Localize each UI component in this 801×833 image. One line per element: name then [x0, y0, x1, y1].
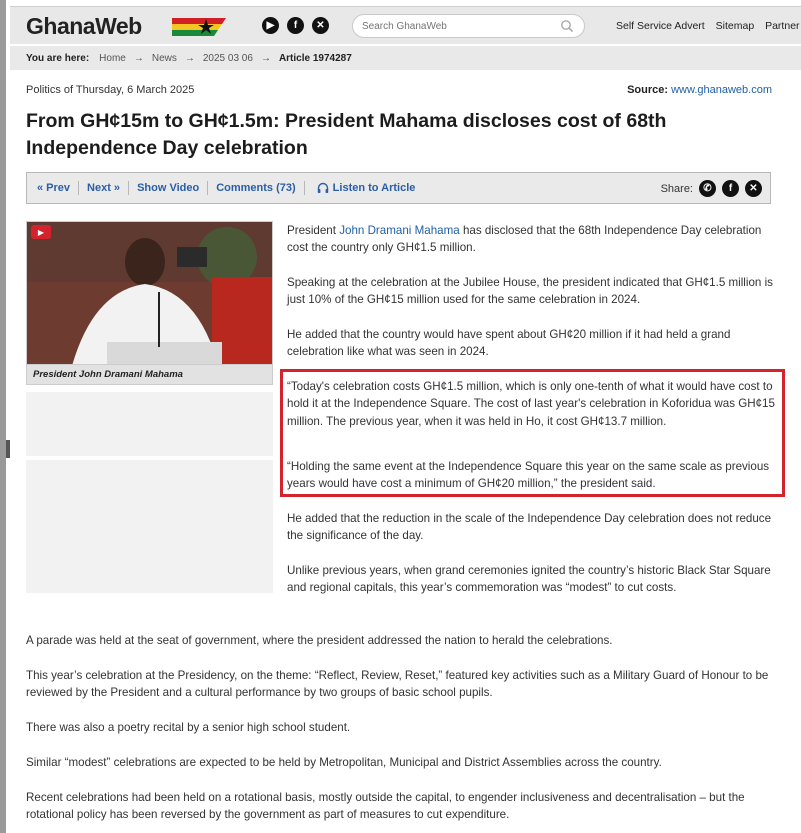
listen-label: Listen to Article: [332, 182, 416, 194]
paragraph: Recent celebrations had been held on a rotational basis, mostly outside the capital, to engender inclusiveness and decentralisation – but the rotational policy has been reversed by the government as part of measures to cut expenditure.: [26, 791, 745, 822]
paragraph: He added that the country would have spent about GH¢20 million if it had held a grand celebration like what was seen in 2024.: [287, 328, 731, 359]
breadcrumb: [10, 46, 801, 70]
paragraph: Speaking at the celebration at the Jubilee House, the president indicated that GH¢1.5 million is just 10% of the GH¢15 million used for the same celebration in 2024.: [287, 276, 773, 307]
ad-slot[interactable]: [26, 460, 273, 593]
paragraph: [287, 222, 777, 257]
search-icon[interactable]: [560, 19, 574, 33]
quote-paragraph: “Today's celebration costs GH¢1.5 million, which is only one-tenth of what it would have cost to hold it at the Independence Square. The cost of last year's celebration in Koforidua was GH¢15 million. The previous year, when it was held in Ho, it cost GH¢13.7 million.: [287, 380, 775, 428]
quote-paragraph: “Holding the same event at the Independence Square this year on the same scale as previous years would have cost a minimum of GH¢20 million,” the president said.: [287, 460, 770, 491]
ad-slot[interactable]: [26, 392, 273, 456]
site-header: [10, 6, 801, 44]
paragraph-text: President: [287, 224, 340, 237]
article-meta: [26, 84, 772, 96]
top-links: [616, 20, 801, 32]
paragraph: Similar “modest” celebrations are expected to be held by Metropolitan, Municipal and District Assemblies across the country.: [26, 756, 662, 769]
listen-to-article-button[interactable]: [305, 182, 416, 194]
page: [10, 0, 801, 833]
x-icon[interactable]: ✕: [312, 17, 329, 34]
photo-caption: President John Dramani Mahama: [26, 364, 273, 385]
breadcrumb-label: You are here:: [26, 52, 90, 64]
ghana-flag-logo-icon: [172, 16, 226, 36]
article-photo[interactable]: [26, 221, 273, 385]
source: [627, 84, 772, 96]
whatsapp-icon[interactable]: ✆: [699, 180, 716, 197]
paragraph: He added that the reduction in the scale of the Independence Day celebration does not reduce the significance of the day.: [287, 512, 772, 543]
arrow-icon: →: [260, 52, 271, 64]
arrow-icon: →: [133, 52, 144, 64]
x-icon[interactable]: ✕: [745, 180, 762, 197]
breadcrumb-current: Article 1974287: [278, 52, 352, 64]
search-input[interactable]: [362, 15, 552, 37]
search-box[interactable]: [352, 14, 585, 38]
paragraph: Unlike previous years, when grand ceremonies ignited the country’s historic Black Star Square and regional capitals, this year’s commemoration was “modest” to cut costs.: [287, 564, 771, 595]
share-area: [661, 180, 762, 197]
breadcrumb-date[interactable]: 2025 03 06: [202, 52, 253, 64]
share-label: Share:: [660, 182, 693, 195]
paragraph: There was also a poetry recital by a senior high school student.: [26, 721, 351, 734]
youtube-icon[interactable]: ▶: [262, 17, 279, 34]
arrow-icon: →: [184, 52, 195, 64]
paragraph-text: has disclosed that the 68th Independence Day celebration cost the country only GH¢1.5 million.: [287, 224, 762, 255]
left-scroll-rail: [0, 0, 6, 833]
sitemap-link[interactable]: Sitemap: [715, 20, 755, 32]
article-toolbar: [26, 172, 771, 204]
show-video-link[interactable]: Show Video: [129, 181, 208, 195]
prev-link[interactable]: « Prev: [27, 181, 79, 195]
president-photo-illustration: [27, 222, 273, 385]
headphone-icon: [317, 182, 329, 194]
source-link[interactable]: www.ghanaweb.com: [671, 84, 772, 96]
breadcrumb-home[interactable]: Home: [99, 52, 126, 64]
partner-link[interactable]: Partner: [765, 20, 800, 32]
paragraph: A parade was held at the seat of government, where the president addressed the nation to herald the celebrations.: [26, 634, 613, 647]
paragraph: This year’s celebration at the Presidency, on the theme: “Reflect, Review, Reset,” featured key activities such as a Military Guard of Honour to be reviewed by the President and a cultural performance by two groups of basic school pupils.: [26, 669, 769, 700]
self-service-advert-link[interactable]: Self Service Advert: [616, 20, 705, 32]
person-link[interactable]: John Dramani Mahama: [339, 224, 460, 237]
video-play-icon[interactable]: ▶: [31, 225, 51, 239]
facebook-icon[interactable]: f: [287, 17, 304, 34]
site-logo[interactable]: GhanaWeb: [26, 13, 142, 39]
breadcrumb-news[interactable]: News: [151, 52, 177, 64]
facebook-icon[interactable]: f: [722, 180, 739, 197]
article-title: From GH¢15m to GH¢1.5m: President Mahama discloses cost of 68th Independence Day celebration: [26, 110, 667, 159]
next-link[interactable]: Next »: [79, 181, 129, 195]
source-label: Source:: [627, 84, 669, 96]
dateline: Politics of Thursday, 6 March 2025: [26, 84, 195, 96]
comments-link[interactable]: Comments (73): [208, 181, 304, 195]
